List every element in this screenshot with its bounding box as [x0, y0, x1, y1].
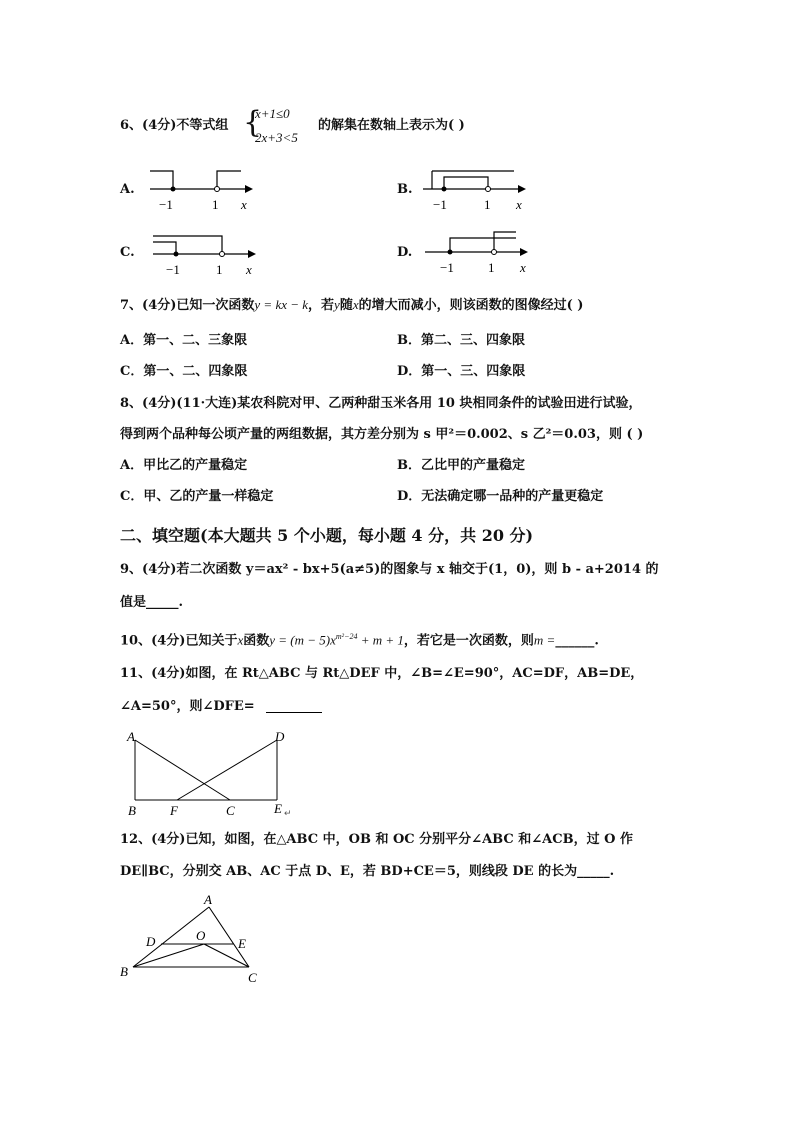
- section-2-heading: 二、填空题(本大题共 5 个小题，每小题 4 分，共 20 分): [120, 526, 534, 545]
- q8-option-c[interactable]: C．甲、乙的产量一样稳定: [120, 489, 274, 504]
- q6-prefix: 6、(4分)不等式组: [120, 118, 229, 133]
- tick-1: 1: [488, 260, 495, 275]
- axis-var: x: [241, 197, 247, 212]
- label-d: D: [146, 934, 156, 949]
- q6-option-d-label[interactable]: D.: [397, 245, 413, 260]
- q10-blank: ______.: [555, 633, 599, 649]
- q8-option-b[interactable]: B．乙比甲的产量稳定: [397, 458, 525, 473]
- q10-func-tail: + m + 1: [357, 632, 404, 648]
- q11-line1: 11、(4分)如图，在 Rt△ABC 与 Rt△DEF 中，∠B=∠E=90°，AC=DF，AB=DE，: [120, 666, 644, 681]
- q8-option-a[interactable]: A．甲比乙的产量稳定: [120, 458, 248, 473]
- solution-ray-2: [444, 177, 488, 189]
- q12-figure: [116, 890, 276, 990]
- q6-number-line-a: [145, 165, 285, 215]
- tick-1: 1: [484, 197, 491, 212]
- q7-stem-c: 随: [339, 298, 353, 313]
- q9-line2: 值是_____.: [120, 595, 184, 610]
- q7-stem-b: ，若: [308, 298, 335, 313]
- q9-line1: 9、(4分)若二次函数 y＝ax² - bx+5(a≠5)的图象与 x 轴交于(1，0)，则 b - a+2014 的: [120, 562, 659, 577]
- label-c: C: [226, 803, 235, 818]
- q10-func: y = (m − 5)x: [269, 632, 336, 648]
- q6-line2: 2x+3<5: [255, 130, 298, 145]
- q6-line1: x+1≤0: [255, 106, 290, 121]
- q10-exponent: m²−24: [335, 632, 358, 641]
- q6-number-line-d: [420, 228, 560, 278]
- q6-option-b-label[interactable]: B.: [397, 182, 413, 197]
- q7-stem-d: 的增大而减小，则该函数的图像经过( ): [358, 298, 584, 313]
- axis-arrow: [518, 185, 526, 193]
- tick-neg1: −1: [159, 197, 173, 212]
- q6-number-line-c: [148, 228, 288, 278]
- q6-option-a-label[interactable]: A.: [120, 182, 135, 197]
- tick-1: 1: [212, 197, 219, 212]
- label-b: B: [120, 964, 128, 979]
- q6-option-c-label[interactable]: C.: [120, 245, 135, 260]
- solution-ray-2: [494, 232, 516, 252]
- q12-line2: DE∥BC，分别交 AB、AC 于点 D、E，若 BD+CE＝5，则线段 DE 的长为_____.: [120, 864, 615, 879]
- q6-suffix: 的解集在数轴上表示为( ): [318, 118, 465, 133]
- q6-brace: {: [243, 105, 263, 140]
- axis-arrow: [248, 250, 256, 258]
- q8-line2: 得到两个品种每公顷产量的两组数据，其方差分别为 s 甲²＝0.002、s 乙²＝0.03，则 ( ): [120, 427, 644, 442]
- q10-x: x: [237, 632, 244, 648]
- q7-x: x: [352, 297, 359, 312]
- return-mark: ↵: [284, 808, 292, 818]
- hollow-dot: [220, 252, 225, 257]
- label-a: A: [127, 729, 135, 744]
- label-o: O: [196, 928, 206, 943]
- axis-var: x: [520, 260, 526, 275]
- label-b: B: [128, 803, 136, 818]
- q7-func: y = kx − k: [254, 297, 309, 312]
- q12-line1: 12、(4分)已知，如图，在△ABC 中，OB 和 OC 分别平分∠ABC 和∠ACB，过 O 作: [120, 832, 633, 847]
- label-e: E: [274, 801, 282, 816]
- solution-ray-1: [153, 236, 222, 254]
- axis-var: x: [516, 197, 522, 212]
- hollow-dot: [486, 187, 491, 192]
- solution-ray-right: [217, 171, 241, 189]
- tick-neg1: −1: [433, 197, 447, 212]
- q10-stem-b: 函数: [243, 633, 270, 649]
- solid-dot: [174, 252, 179, 257]
- solid-dot: [171, 187, 176, 192]
- q10-stem-c: ，若它是一次函数，则: [403, 633, 534, 649]
- q7-option-d[interactable]: D．第一、三、四象限: [397, 364, 526, 379]
- label-c: C: [248, 970, 257, 985]
- label-d: D: [275, 729, 285, 744]
- q11-answer-blank[interactable]: [266, 712, 322, 713]
- tick-neg1: −1: [440, 260, 454, 275]
- q7-stem-a: 7、(4分)已知一次函数: [120, 298, 255, 313]
- q7-option-c[interactable]: C．第一、二、四象限: [120, 364, 248, 379]
- label-a: A: [204, 892, 212, 907]
- axis-arrow: [520, 248, 528, 256]
- q8-option-d[interactable]: D．无法确定哪一品种的产量更稳定: [397, 489, 604, 504]
- solid-dot: [442, 187, 447, 192]
- q7-option-a[interactable]: A．第一、二、三象限: [120, 333, 248, 348]
- tick-neg1: −1: [166, 262, 180, 277]
- tick-1: 1: [216, 262, 223, 277]
- label-e: E: [238, 936, 246, 951]
- segment-ac: [135, 740, 230, 800]
- segment-ob: [133, 944, 204, 967]
- solution-ray-1: [450, 238, 516, 252]
- segment-df: [177, 740, 277, 800]
- hollow-dot: [215, 187, 220, 192]
- q6-number-line-b: [418, 165, 558, 215]
- hollow-dot: [492, 250, 497, 255]
- axis-arrow: [245, 185, 253, 193]
- q7-stem: [120, 297, 583, 314]
- label-f: F: [170, 803, 178, 818]
- q7-y: y: [334, 297, 340, 312]
- solution-ray-2: [153, 242, 176, 254]
- q8-line1: 8、(4分)(11·大连)某农科院对甲、乙两种甜玉米各用 10 块相同条件的试验田进行试验，: [120, 396, 642, 411]
- q10-m: m =: [533, 632, 556, 648]
- q7-option-b[interactable]: B．第二、三、四象限: [397, 333, 525, 348]
- solid-dot: [448, 250, 453, 255]
- q11-line2: ∠A=50°，则∠DFE=: [120, 699, 255, 714]
- q11-figure: [122, 728, 302, 818]
- solution-ray-left: [150, 171, 173, 189]
- q10-stem: [120, 629, 599, 649]
- q10-stem-a: 10、(4分)已知关于: [120, 633, 238, 649]
- axis-var: x: [246, 262, 252, 277]
